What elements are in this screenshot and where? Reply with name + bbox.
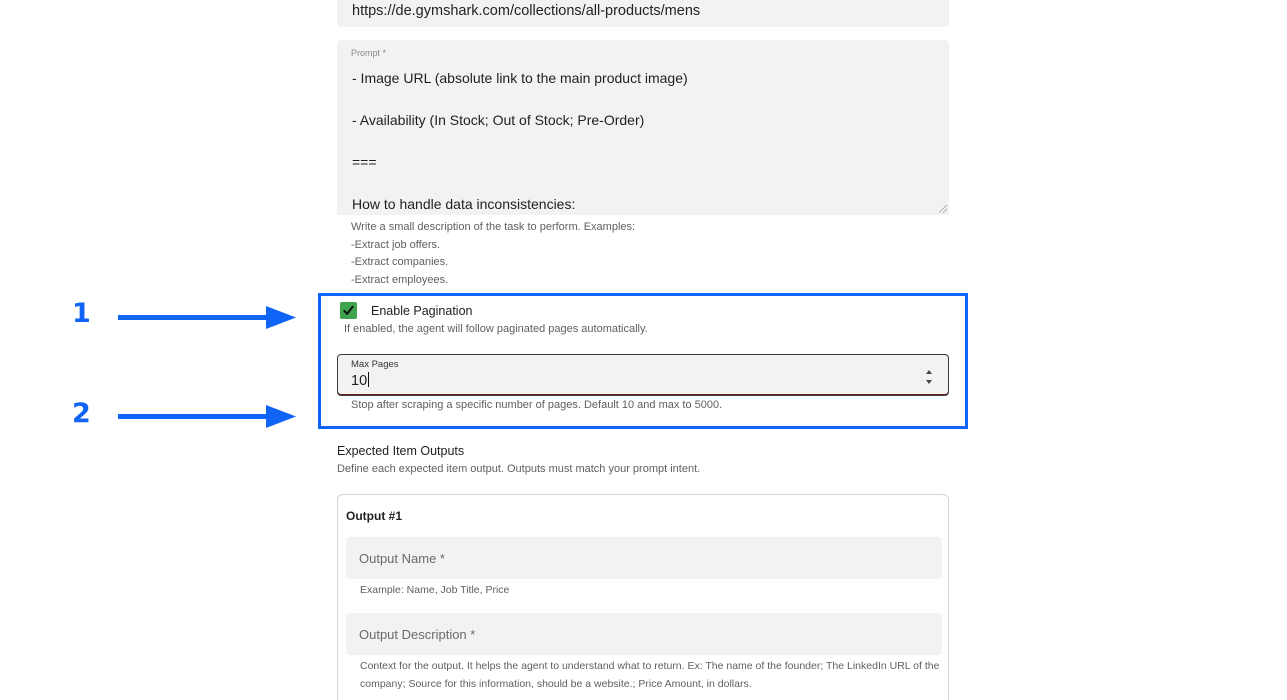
annotation-number-2: 2 bbox=[72, 398, 91, 429]
pagination-helper-text: If enabled, the agent will follow paginated pages automatically. bbox=[344, 323, 648, 335]
arrow-right-icon bbox=[118, 304, 298, 332]
prompt-helper-text bbox=[351, 219, 635, 289]
prompt-textarea[interactable] bbox=[337, 40, 949, 215]
helper-line: -Extract job offers. bbox=[351, 238, 441, 251]
output-description-helper: Context for the output. It helps the agent to understand what to return. Ex: The name of the founder; The LinkedIn URL of the company; Source for this information, should be a website.; Price Amount, in dollars. bbox=[360, 660, 940, 690]
enable-pagination-label[interactable]: Enable Pagination bbox=[371, 303, 473, 318]
outputs-section-title: Expected Item Outputs bbox=[337, 444, 465, 458]
prompt-line: - Availability (In Stock; Out of Stock; Pre-Order) bbox=[352, 112, 645, 128]
max-pages-value bbox=[351, 372, 369, 389]
stepper-down-icon[interactable] bbox=[926, 380, 932, 384]
prompt-line: - Image URL (absolute link to the main product image) bbox=[352, 70, 688, 86]
output-card bbox=[337, 494, 949, 700]
output-description-placeholder: Output Description * bbox=[359, 627, 476, 642]
max-pages-value-text: 10 bbox=[351, 373, 368, 389]
enable-pagination-checkbox-row[interactable] bbox=[340, 302, 472, 319]
prompt-label: Prompt * bbox=[351, 48, 387, 58]
url-input-value: https://de.gymshark.com/collections/all-products/mens bbox=[352, 3, 701, 19]
arrow-right-icon bbox=[118, 403, 298, 431]
output-name-helper: Example: Name, Job Title, Price bbox=[360, 584, 510, 596]
prompt-line: === bbox=[352, 154, 377, 170]
outputs-section-description: Define each expected item output. Outputs must match your prompt intent. bbox=[337, 463, 701, 475]
url-input[interactable] bbox=[337, 0, 949, 27]
resize-grip-icon[interactable] bbox=[939, 205, 947, 213]
max-pages-input[interactable] bbox=[337, 354, 949, 396]
annotation-number-1: 1 bbox=[72, 298, 91, 329]
prompt-text bbox=[352, 43, 929, 215]
text-caret bbox=[368, 372, 369, 387]
output-name-placeholder: Output Name * bbox=[359, 551, 445, 566]
max-pages-helper-text: Stop after scraping a specific number of pages. Default 10 and max to 5000. bbox=[351, 399, 723, 411]
prompt-line: How to handle data inconsistencies: bbox=[352, 196, 576, 212]
checkmark-icon bbox=[342, 304, 355, 317]
max-pages-label: Max Pages bbox=[351, 359, 399, 370]
number-stepper[interactable] bbox=[924, 370, 933, 384]
output-description-input[interactable] bbox=[346, 613, 942, 655]
helper-line: Write a small description of the task to perform. Examples: bbox=[351, 221, 636, 233]
output-name-input[interactable] bbox=[346, 537, 942, 579]
helper-line: -Extract companies. bbox=[351, 256, 449, 268]
enable-pagination-checkbox[interactable] bbox=[340, 302, 357, 319]
stepper-up-icon[interactable] bbox=[926, 370, 932, 374]
output-card-title: Output #1 bbox=[346, 509, 402, 523]
helper-line: -Extract employees. bbox=[351, 273, 449, 286]
